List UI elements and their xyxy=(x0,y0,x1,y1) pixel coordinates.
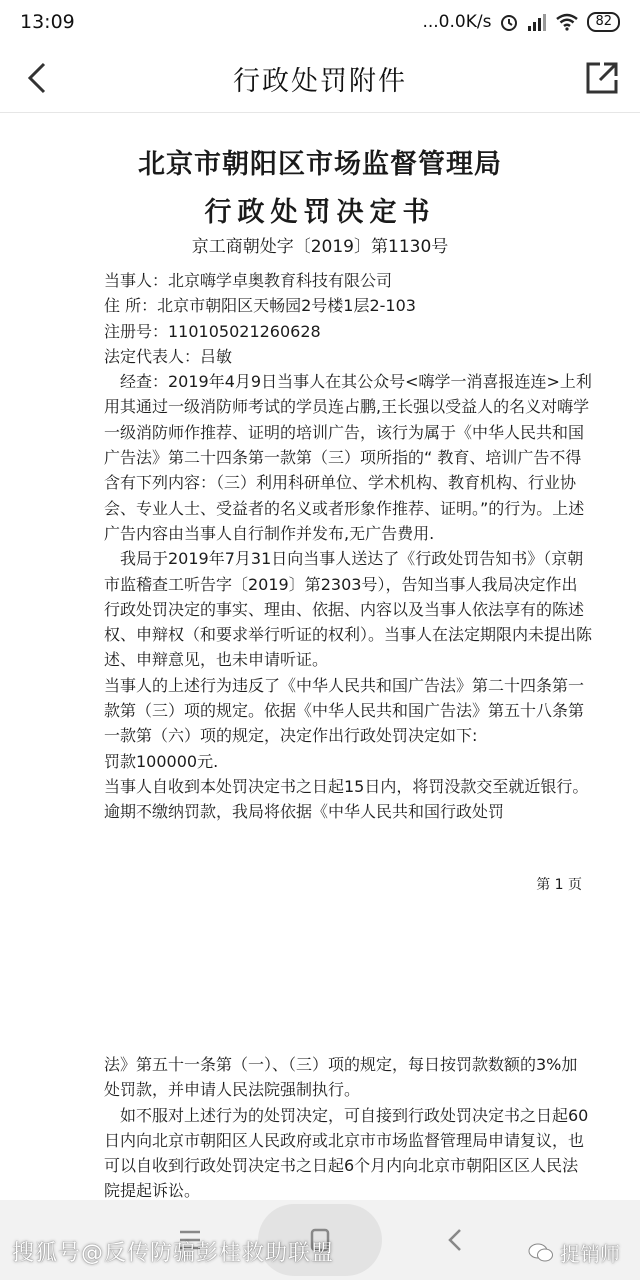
document-body-page2 xyxy=(104,1052,592,1204)
wifi-icon xyxy=(555,13,579,31)
external-open-icon[interactable] xyxy=(582,58,622,98)
document-number: 京工商朝处字〔2019〕第1130号 xyxy=(191,237,449,257)
notice-paragraph: 我局于2019年7月31日向当事人送达了《行政处罚告知书》（京朝市监稽查工听告字〔2019〕第2303号），告知当事人我局决定作出行政处罚决定的事实、理由、依据、内容以及当事人依法享有的陈述权、申辩权（和要求举行听证的权利）。当事人在法定期限内未提出陈述、申辩意见，也未申请听证。 xyxy=(104,549,593,670)
registration-line: 注册号：110105021260628 xyxy=(104,321,321,341)
party-line: 当事人：北京嗨学卓奥教育科技有限公司 xyxy=(104,271,393,290)
alarm-icon xyxy=(499,12,519,32)
appeal-paragraph: 如不服对上述行为的处罚决定，可自接到行政处罚决定书之日起60日内向北京市朝阳区人民政府或北京市市场监督管理局申请复议，也可以自收到行政处罚决定书之日起6个月内向北京市朝阳区区人民法院提起诉讼。 xyxy=(104,1105,589,1201)
wechat-icon xyxy=(528,1242,554,1264)
battery-indicator: 82 xyxy=(587,12,620,32)
back-triangle-icon[interactable] xyxy=(438,1222,474,1258)
watermark-left: 搜狐号@反传防骗彭桂救助联盟 xyxy=(12,1241,335,1266)
back-chevron-icon[interactable] xyxy=(20,60,56,96)
fine-line: 罚款100000元. xyxy=(104,751,219,771)
address-line: 住 所：北京市朝阳区天畅园2号楼1层2-103 xyxy=(104,296,416,316)
nav-bar xyxy=(0,44,640,113)
network-speed: ...0.0K/s xyxy=(422,12,492,32)
finding-paragraph: 经查：2019年4月9日当事人在其公众号<嗨学一消喜报连连>上利用其通过一级消防师考试的学员连占鹏,王长强以受益人的名义对嗨学一级消防师作推荐、证明的培训广告，该行为属于《中华人民共和国广告法》第二十四条第一款第（三）项所指的“ 教育、培训广告不得含有下列内容：（三）利用科研单位、学术机构、教育机构、行业协会、专业人士、受益者的名义或者形象作推荐、证明。”的行为。上述广告内容由当事人自行制作并发布,无广告费用. xyxy=(104,372,592,543)
watermark-right xyxy=(528,1238,620,1267)
watermark-right-text: 捉销师 xyxy=(560,1242,620,1266)
page-title: 行政处罚附件 xyxy=(233,65,407,97)
page-number: 第 1 页 xyxy=(536,877,582,893)
document-body-page1 xyxy=(104,268,592,825)
payment-paragraph: 当事人自收到本处罚决定书之日起15日内，将罚没款交至就近银行。逾期不缴纳罚款，我局将依据《中华人民共和国行政处罚 xyxy=(104,776,589,822)
document-title: 行政处罚决定书 xyxy=(204,197,436,228)
status-bar xyxy=(0,0,640,44)
org-name: 北京市朝阳区市场监督管理局 xyxy=(138,149,502,180)
status-time: 13:09 xyxy=(20,11,75,33)
signal-icon xyxy=(527,13,547,31)
violation-paragraph: 当事人的上述行为违反了《中华人民共和国广告法》第二十四条第一款第（三）项的规定。依据《中华人民共和国广告法》第五十八条第一款第（六）项的规定，决定作出行政处罚决定如下: xyxy=(104,675,585,746)
penalty-paragraph: 法》第五十一条第（一）、（三）项的规定，每日按罚款数额的3%加处罚款，并申请人民法院强制执行。 xyxy=(104,1055,578,1100)
status-icons xyxy=(422,12,620,32)
legal-rep-line: 法定代表人：吕敏 xyxy=(104,346,233,366)
